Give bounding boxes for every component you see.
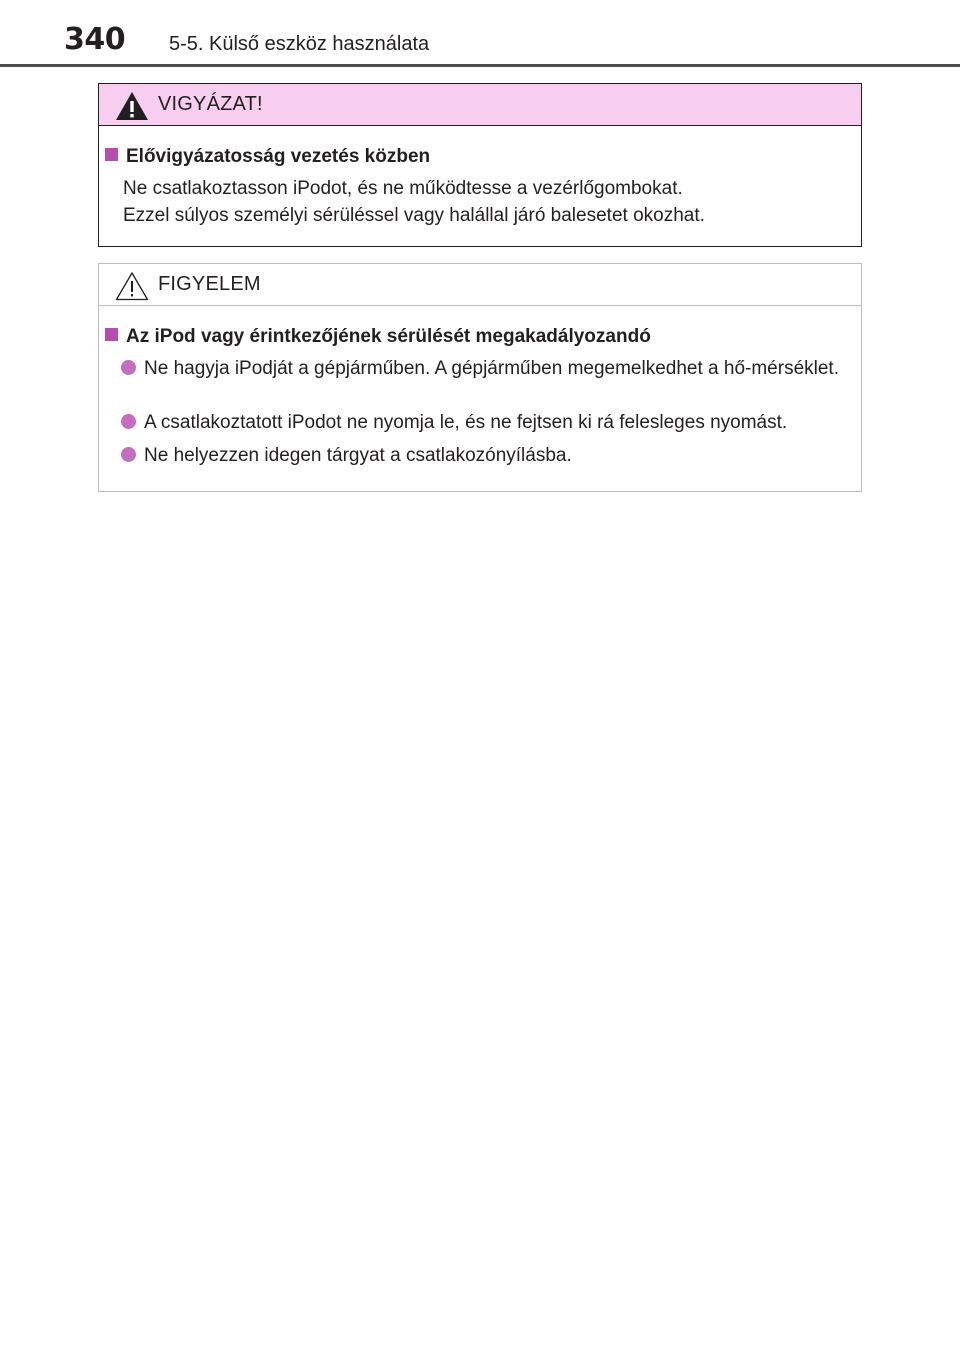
notice-heading bbox=[105, 326, 651, 348]
round-bullet-icon bbox=[121, 414, 136, 429]
notice-heading-text: Az iPod vagy érintkezőjének sérülését megakadályozandó bbox=[126, 326, 651, 347]
notice-bullet-3 bbox=[107, 441, 855, 470]
page-header bbox=[0, 0, 960, 66]
caution-line-1: Ne csatlakoztasson iPodot, és ne működtesse a vezérlőgombokat. bbox=[123, 178, 683, 199]
caution-box bbox=[98, 83, 862, 247]
notice-bullet-2-text: A csatlakoztatott iPodot ne nyomja le, és ne fejtsen ki rá felesleges nyomást. bbox=[144, 412, 788, 433]
square-bullet-icon bbox=[105, 328, 118, 341]
caution-heading-text: Elővigyázatosság vezetés közben bbox=[126, 146, 431, 167]
warning-triangle-outline-icon bbox=[115, 271, 149, 301]
notice-bullet-1 bbox=[107, 354, 855, 383]
caution-bar bbox=[99, 84, 861, 126]
notice-bar bbox=[99, 264, 861, 306]
caution-heading bbox=[105, 146, 430, 168]
square-bullet-icon bbox=[105, 148, 118, 161]
caution-line-2: Ezzel súlyos személyi sérüléssel vagy halállal járó balesetet okozhat. bbox=[123, 205, 705, 226]
header-rule bbox=[0, 64, 960, 67]
warning-triangle-filled-icon bbox=[115, 91, 149, 121]
round-bullet-icon bbox=[121, 360, 136, 375]
notice-label: FIGYELEM bbox=[158, 273, 261, 295]
notice-bullet-1-text: Ne hagyja iPodját a gépjárműben. A gépjárműben megemelkedhet a hő-mérséklet. bbox=[144, 358, 839, 379]
notice-bullet-2 bbox=[107, 408, 855, 437]
round-bullet-icon bbox=[121, 447, 136, 462]
notice-bullet-3-text: Ne helyezzen idegen tárgyat a csatlakozónyílásba. bbox=[144, 445, 572, 466]
section-title: 5-5. Külső eszköz használata bbox=[169, 33, 430, 55]
page-number: 340 bbox=[64, 22, 126, 57]
caution-label: VIGYÁZAT! bbox=[158, 93, 263, 115]
notice-box bbox=[98, 263, 862, 492]
